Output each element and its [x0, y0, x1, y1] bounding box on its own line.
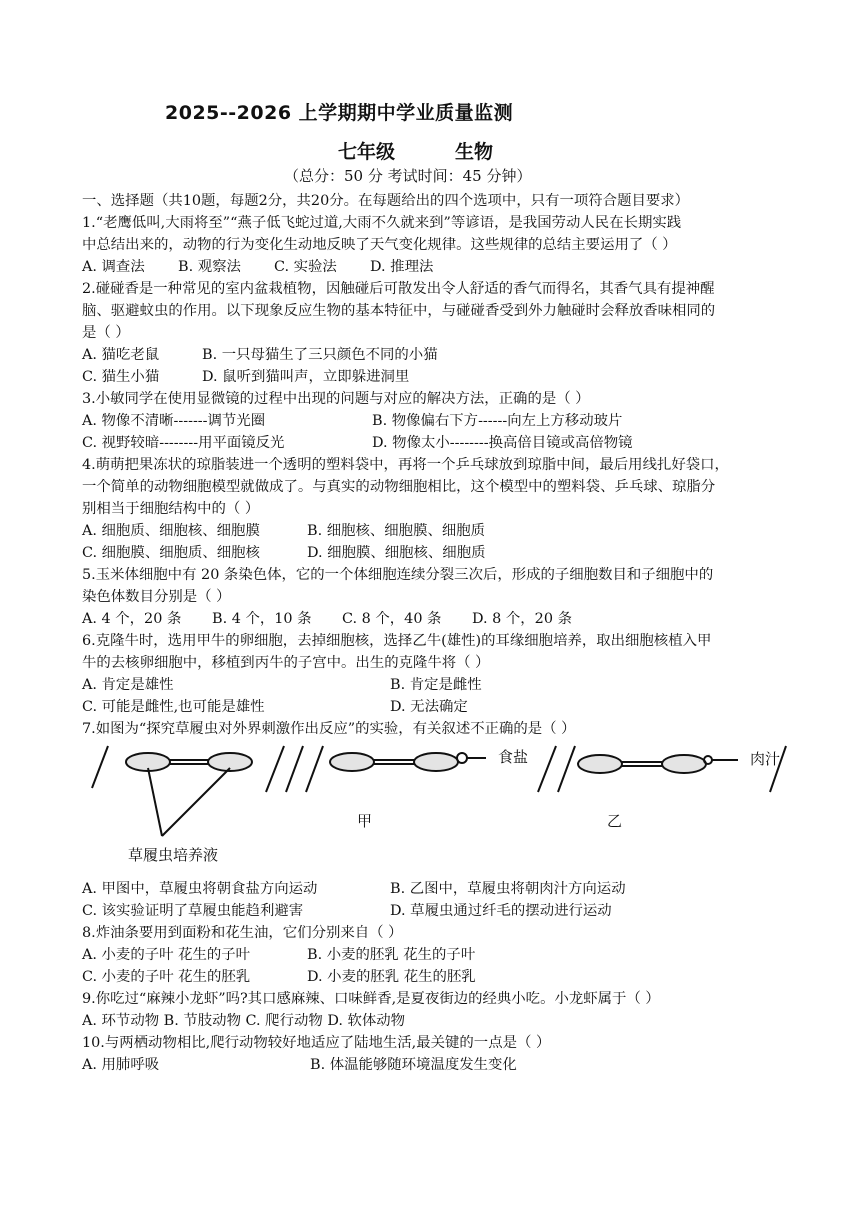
culture-drop: [578, 755, 622, 773]
option-a[interactable]: A. 4 个，20 条: [82, 611, 182, 627]
option-d[interactable]: D. 物像太小--------换高倍目镜或高倍物镜: [372, 435, 633, 451]
question-5: [82, 564, 802, 630]
question-line: 5.玉米体细胞中有 20 条染色体，它的一个体细胞连续分裂三次后，形成的子细胞数目和子细胞中的: [82, 567, 714, 583]
grade-label: 七年级: [338, 141, 396, 163]
options-line[interactable]: A. 环节动物 B. 节肢动物 C. 爬行动物 D. 软体动物: [82, 1013, 406, 1029]
option-a[interactable]: A. 细胞质、细胞核、细胞膜: [82, 523, 260, 539]
option-c[interactable]: C. 猫生小猫: [82, 369, 160, 385]
broth-label: 肉汁: [750, 750, 781, 768]
options-row: [82, 520, 802, 542]
option-c[interactable]: C. 细胞膜、细胞质、细胞核: [82, 545, 260, 561]
question-7: [82, 718, 802, 922]
option-c[interactable]: C. 小麦的子叶 花生的胚乳: [82, 969, 251, 985]
option-c[interactable]: C. 可能是雌性,也可能是雄性: [82, 699, 265, 715]
options-row: [82, 542, 802, 564]
question-9: [82, 988, 802, 1032]
question-6: [82, 630, 802, 718]
question-line: 8.炸油条要用到面粉和花生油，它们分别来自（ ）: [82, 925, 403, 941]
option-c[interactable]: C. 实验法: [274, 259, 337, 275]
question-line: 染色体数目分别是（ ）: [82, 589, 231, 605]
paramecium-figure: [82, 740, 802, 878]
option-a[interactable]: A. 肯定是雄性: [82, 677, 174, 693]
glass-slide-edge: [286, 746, 303, 792]
glass-slide-edge: [92, 746, 108, 788]
question-line: 3.小敏同学在使用显微镜的过程中出现的问题与对应的解决方法，正确的是（ ）: [82, 391, 590, 407]
options-row: [82, 900, 802, 922]
option-b[interactable]: B. 4 个，10 条: [212, 611, 312, 627]
question-line: 1.“老鹰低叫,大雨将至”“燕子低飞蛇过道,大雨不久就来到”等谚语，是我国劳动人民在长期实践: [82, 215, 682, 231]
options-row: [82, 944, 802, 966]
question-line: 9.你吃过“麻辣小龙虾”吗?其口感麻辣、口味鲜香,是夏夜街边的经典小吃。小龙虾属于（ ）: [82, 991, 660, 1007]
option-c[interactable]: C. 8 个，40 条: [342, 611, 442, 627]
exam-meta: （总分：50 分 考试时间：45 分钟）: [284, 167, 532, 185]
option-b[interactable]: B. 细胞核、细胞膜、细胞质: [307, 523, 486, 539]
culture-drop: [662, 755, 706, 773]
option-a[interactable]: A. 小麦的子叶 花生的子叶: [82, 947, 251, 963]
option-d[interactable]: D. 鼠听到猫叫声，立即躲进洞里: [202, 369, 410, 385]
question-3: [82, 388, 802, 454]
section-heading: 一、选择题（共10题，每题2分，共20分。在每题给出的四个选项中，只有一项符合题目要求）: [82, 193, 690, 209]
glass-slide-edge: [538, 746, 556, 792]
options-row: [82, 966, 802, 988]
question-10: [82, 1032, 802, 1076]
option-b[interactable]: B. 物像偏右下方------向左上方移动玻片: [372, 413, 623, 429]
glass-slide-edge: [266, 746, 284, 792]
question-line: 一个简单的动物细胞模型就做成了。与真实的动物细胞相比，这个模型中的塑料袋、乒乓球、琼脂分: [82, 479, 716, 495]
option-d[interactable]: D. 无法确定: [390, 699, 468, 715]
options-row: [82, 410, 802, 432]
label-jia: 甲: [357, 812, 373, 830]
question-line: 6.克隆牛时，选用甲牛的卵细胞，去掉细胞核，选择乙牛(雄性)的耳缘细胞培养，取出细胞核植入甲: [82, 633, 712, 649]
label-pointer: [162, 768, 230, 836]
option-b[interactable]: B. 乙图中，草履虫将朝肉汁方向运动: [390, 881, 626, 897]
question-line: 别相当于细胞结构中的（ ）: [82, 501, 260, 517]
question-line: 2.碰碰香是一种常见的室内盆栽植物，因触碰后可散发出令人舒适的香气而得名，其香气具有提神醒: [82, 281, 715, 297]
option-a[interactable]: A. 物像不清晰-------调节光圈: [82, 413, 266, 429]
options-row: [82, 608, 802, 630]
option-d[interactable]: D. 推理法: [370, 259, 434, 275]
question-line: 牛的去核卵细胞中，移植到丙牛的子宫中。出生的克隆牛将（ ）: [82, 655, 490, 671]
options-row: [82, 696, 802, 718]
option-c[interactable]: C. 该实验证明了草履虫能趋利避害: [82, 903, 304, 919]
options-row: [82, 432, 802, 454]
option-a[interactable]: A. 调查法: [82, 259, 145, 275]
question-line: 是（ ）: [82, 325, 130, 341]
salt-crystal: [457, 753, 467, 763]
exam-title: 2025--2026 上学期期中学业质量监测: [165, 102, 514, 124]
option-b[interactable]: B. 体温能够随环境温度发生变化: [310, 1057, 517, 1073]
salt-label: 食盐: [498, 748, 529, 766]
option-d[interactable]: D. 8 个，20 条: [472, 611, 572, 627]
option-a[interactable]: A. 甲图中，草履虫将朝食盐方向运动: [82, 881, 318, 897]
option-c[interactable]: C. 视野较暗--------用平面镜反光: [82, 435, 285, 451]
question-line: 脑、驱避蚊虫的作用。以下现象反应生物的基本特征中，与碰碰香受到外力触碰时会释放香味相同的: [82, 303, 716, 319]
culture-label: 草履虫培养液: [128, 846, 219, 864]
option-b[interactable]: B. 观察法: [178, 259, 241, 275]
option-b[interactable]: B. 一只母猫生了三只颜色不同的小猫: [202, 347, 438, 363]
options-row: [82, 674, 802, 696]
culture-drop: [414, 753, 458, 771]
exam-body: [82, 190, 802, 1076]
option-a[interactable]: A. 猫吃老鼠: [82, 347, 160, 363]
question-1: [82, 212, 802, 278]
option-d[interactable]: D. 草履虫通过纤毛的摆动进行运动: [390, 903, 612, 919]
glass-slide-edge: [306, 746, 323, 792]
label-pointer: [148, 768, 162, 836]
options-row: [82, 878, 802, 900]
option-b[interactable]: B. 肯定是雌性: [390, 677, 482, 693]
question-line: 10.与两栖动物相比,爬行动物较好地适应了陆地生活,最关键的一点是（ ）: [82, 1035, 551, 1051]
options-row: [82, 1054, 802, 1076]
culture-drop: [330, 753, 374, 771]
question-line: 7.如图为“探究草履虫对外界刺激作出反应”的实验，有关叙述不正确的是（ ）: [82, 721, 576, 737]
glass-slide-edge: [558, 746, 575, 792]
options-row: [82, 256, 802, 278]
option-d[interactable]: D. 细胞膜、细胞核、细胞质: [307, 545, 486, 561]
options-row: [82, 366, 802, 388]
option-a[interactable]: A. 用肺呼吸: [82, 1057, 160, 1073]
option-d[interactable]: D. 小麦的胚乳 花生的胚乳: [307, 969, 476, 985]
question-8: [82, 922, 802, 988]
question-line: 中总结出来的，动物的行为变化生动地反映了天气变化规律。这些规律的总结主要运用了（ ）: [82, 237, 677, 253]
subject-label: 生物: [455, 141, 494, 163]
label-yi: 乙: [607, 812, 623, 830]
option-b[interactable]: B. 小麦的胚乳 花生的子叶: [307, 947, 476, 963]
question-line: 4.萌萌把果冻状的琼脂装进一个透明的塑料袋中，再将一个乒乓球放到琼脂中间，最后用线扎好袋口，: [82, 457, 729, 473]
grade-subject: [338, 137, 493, 164]
question-4: [82, 454, 802, 564]
question-2: [82, 278, 802, 388]
options-row: [82, 344, 802, 366]
